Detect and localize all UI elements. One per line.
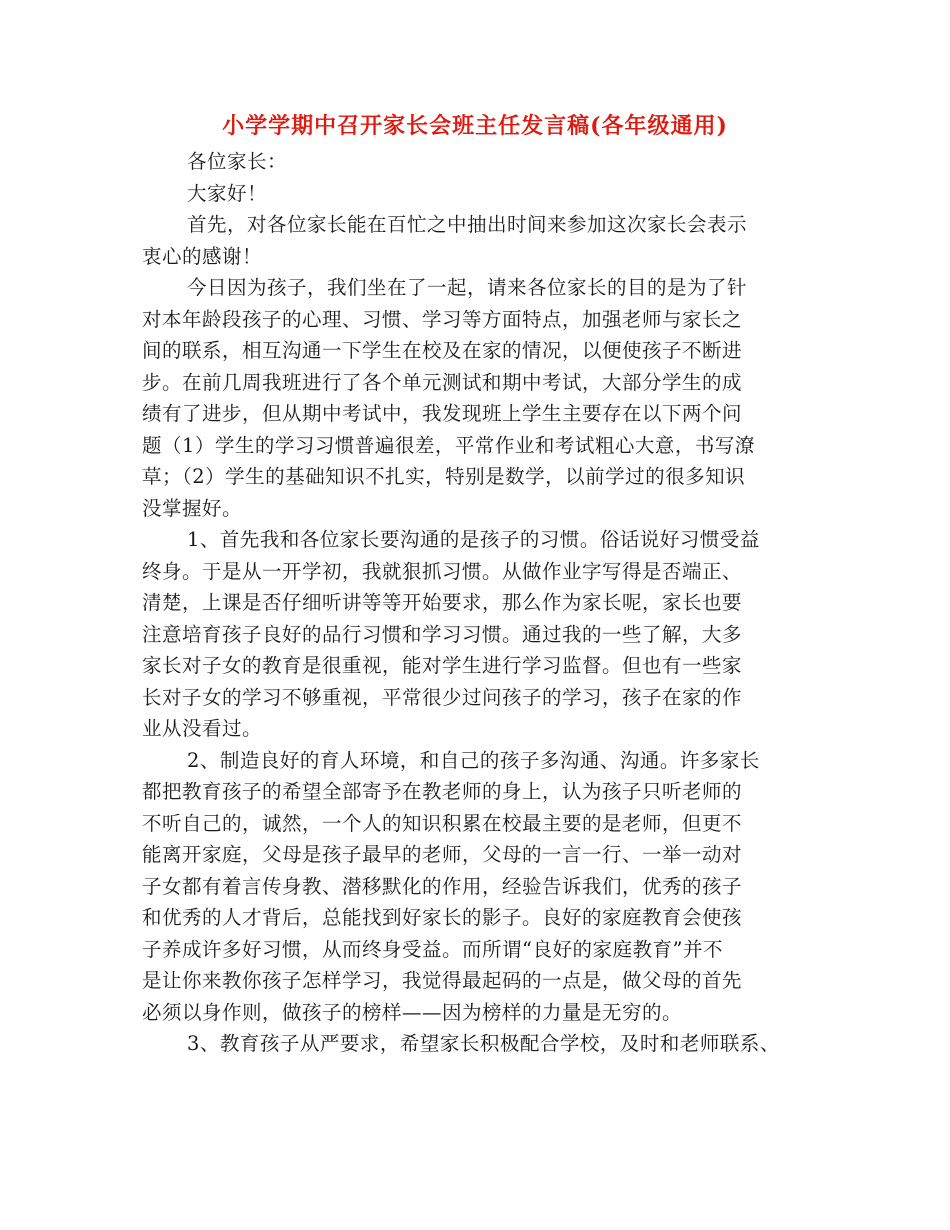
text-line: 衷心的感谢！ xyxy=(142,244,263,268)
text-line: 子养成许多好习惯，从而终身受益。而所谓“良好的家庭教育”并不 xyxy=(142,937,723,961)
text-line: 今日因为孩子，我们坐在了一起，请来各位家长的目的是为了针 xyxy=(187,276,748,299)
text-line: 绩有了进步，但从期中考试中，我发现班上学生主要存在以下两个问 xyxy=(142,402,743,425)
text-line: 2、制造良好的育人环境，和自己的孩子多沟通、沟通。许多家长 xyxy=(187,748,760,772)
text-line: 和优秀的人才背后，总能找到好家长的影子。良好的家庭教育会使孩 xyxy=(142,906,743,929)
text-line: 子女都有着言传身教、潜移默化的作用，经验告诉我们，优秀的孩子 xyxy=(142,874,743,898)
text-line: 1、首先我和各位家长要沟通的是孩子的习惯。俗话说好习惯受益 xyxy=(187,528,760,551)
text-line: 3、教育孩子从严要求，希望家长积极配合学校，及时和老师联系、 xyxy=(187,1032,780,1055)
text-line: 没掌握好。 xyxy=(142,496,243,520)
text-line: 必须以身作则，做孩子的榜样——因为榜样的力量是无穷的。 xyxy=(142,1000,683,1024)
text-line: 注意培育孩子良好的品行习惯和学习习惯。通过我的一些了解，大多 xyxy=(142,622,743,646)
text-line: 能离开家庭，父母是孩子最早的老师，父母的一言一行、一举一动对 xyxy=(142,843,743,866)
text-line: 间的联系，相互沟通一下学生在校及在家的情况，以便使孩子不断进 xyxy=(142,339,743,362)
text-line: 长对子女的学习不够重视，平常很少过问孩子的学习，孩子在家的作 xyxy=(142,685,743,709)
text-line: 题（1）学生的学习习惯普遍很差，平常作业和考试粗心大意，书写潦 xyxy=(142,433,755,457)
text-line: 对本年龄段孩子的心理、习惯、学习等方面特点，加强老师与家长之 xyxy=(142,307,743,331)
text-line: 家长对子女的教育是很重视，能对学生进行学习监督。但也有一些家 xyxy=(142,654,743,677)
text-line: 大家好！ xyxy=(187,181,268,205)
text-line: 都把教育孩子的希望全部寄予在教老师的身上，认为孩子只听老师的 xyxy=(142,780,743,803)
text-line: 不听自己的，诚然，一个人的知识积累在校最主要的是老师，但更不 xyxy=(142,811,743,835)
text-line: 清楚，上课是否仔细听讲等等开始要求，那么作为家长呢，家长也要 xyxy=(142,591,743,614)
text-line: 业从没看过。 xyxy=(142,717,263,740)
document-body xyxy=(142,146,822,1060)
text-line: 终身。于是从一开学初，我就狠抓习惯。从做作业字写得是否端正、 xyxy=(142,559,743,583)
text-line: 首先，对各位家长能在百忙之中抽出时间来参加这次家长会表示 xyxy=(187,213,748,236)
text-line: 各位家长： xyxy=(187,150,288,173)
text-line: 草；（2）学生的基础知识不扎实，特别是数学，以前学过的很多知识 xyxy=(142,465,746,488)
text-line: 是让你来教你孩子怎样学习，我觉得最起码的一点是，做父母的首先 xyxy=(142,969,743,992)
text-line: 步。在前几周我班进行了各个单元测试和期中考试，大部分学生的成 xyxy=(142,370,743,394)
document-title: 小学学期中召开家长会班主任发言稿(各年级通用) xyxy=(222,113,728,139)
